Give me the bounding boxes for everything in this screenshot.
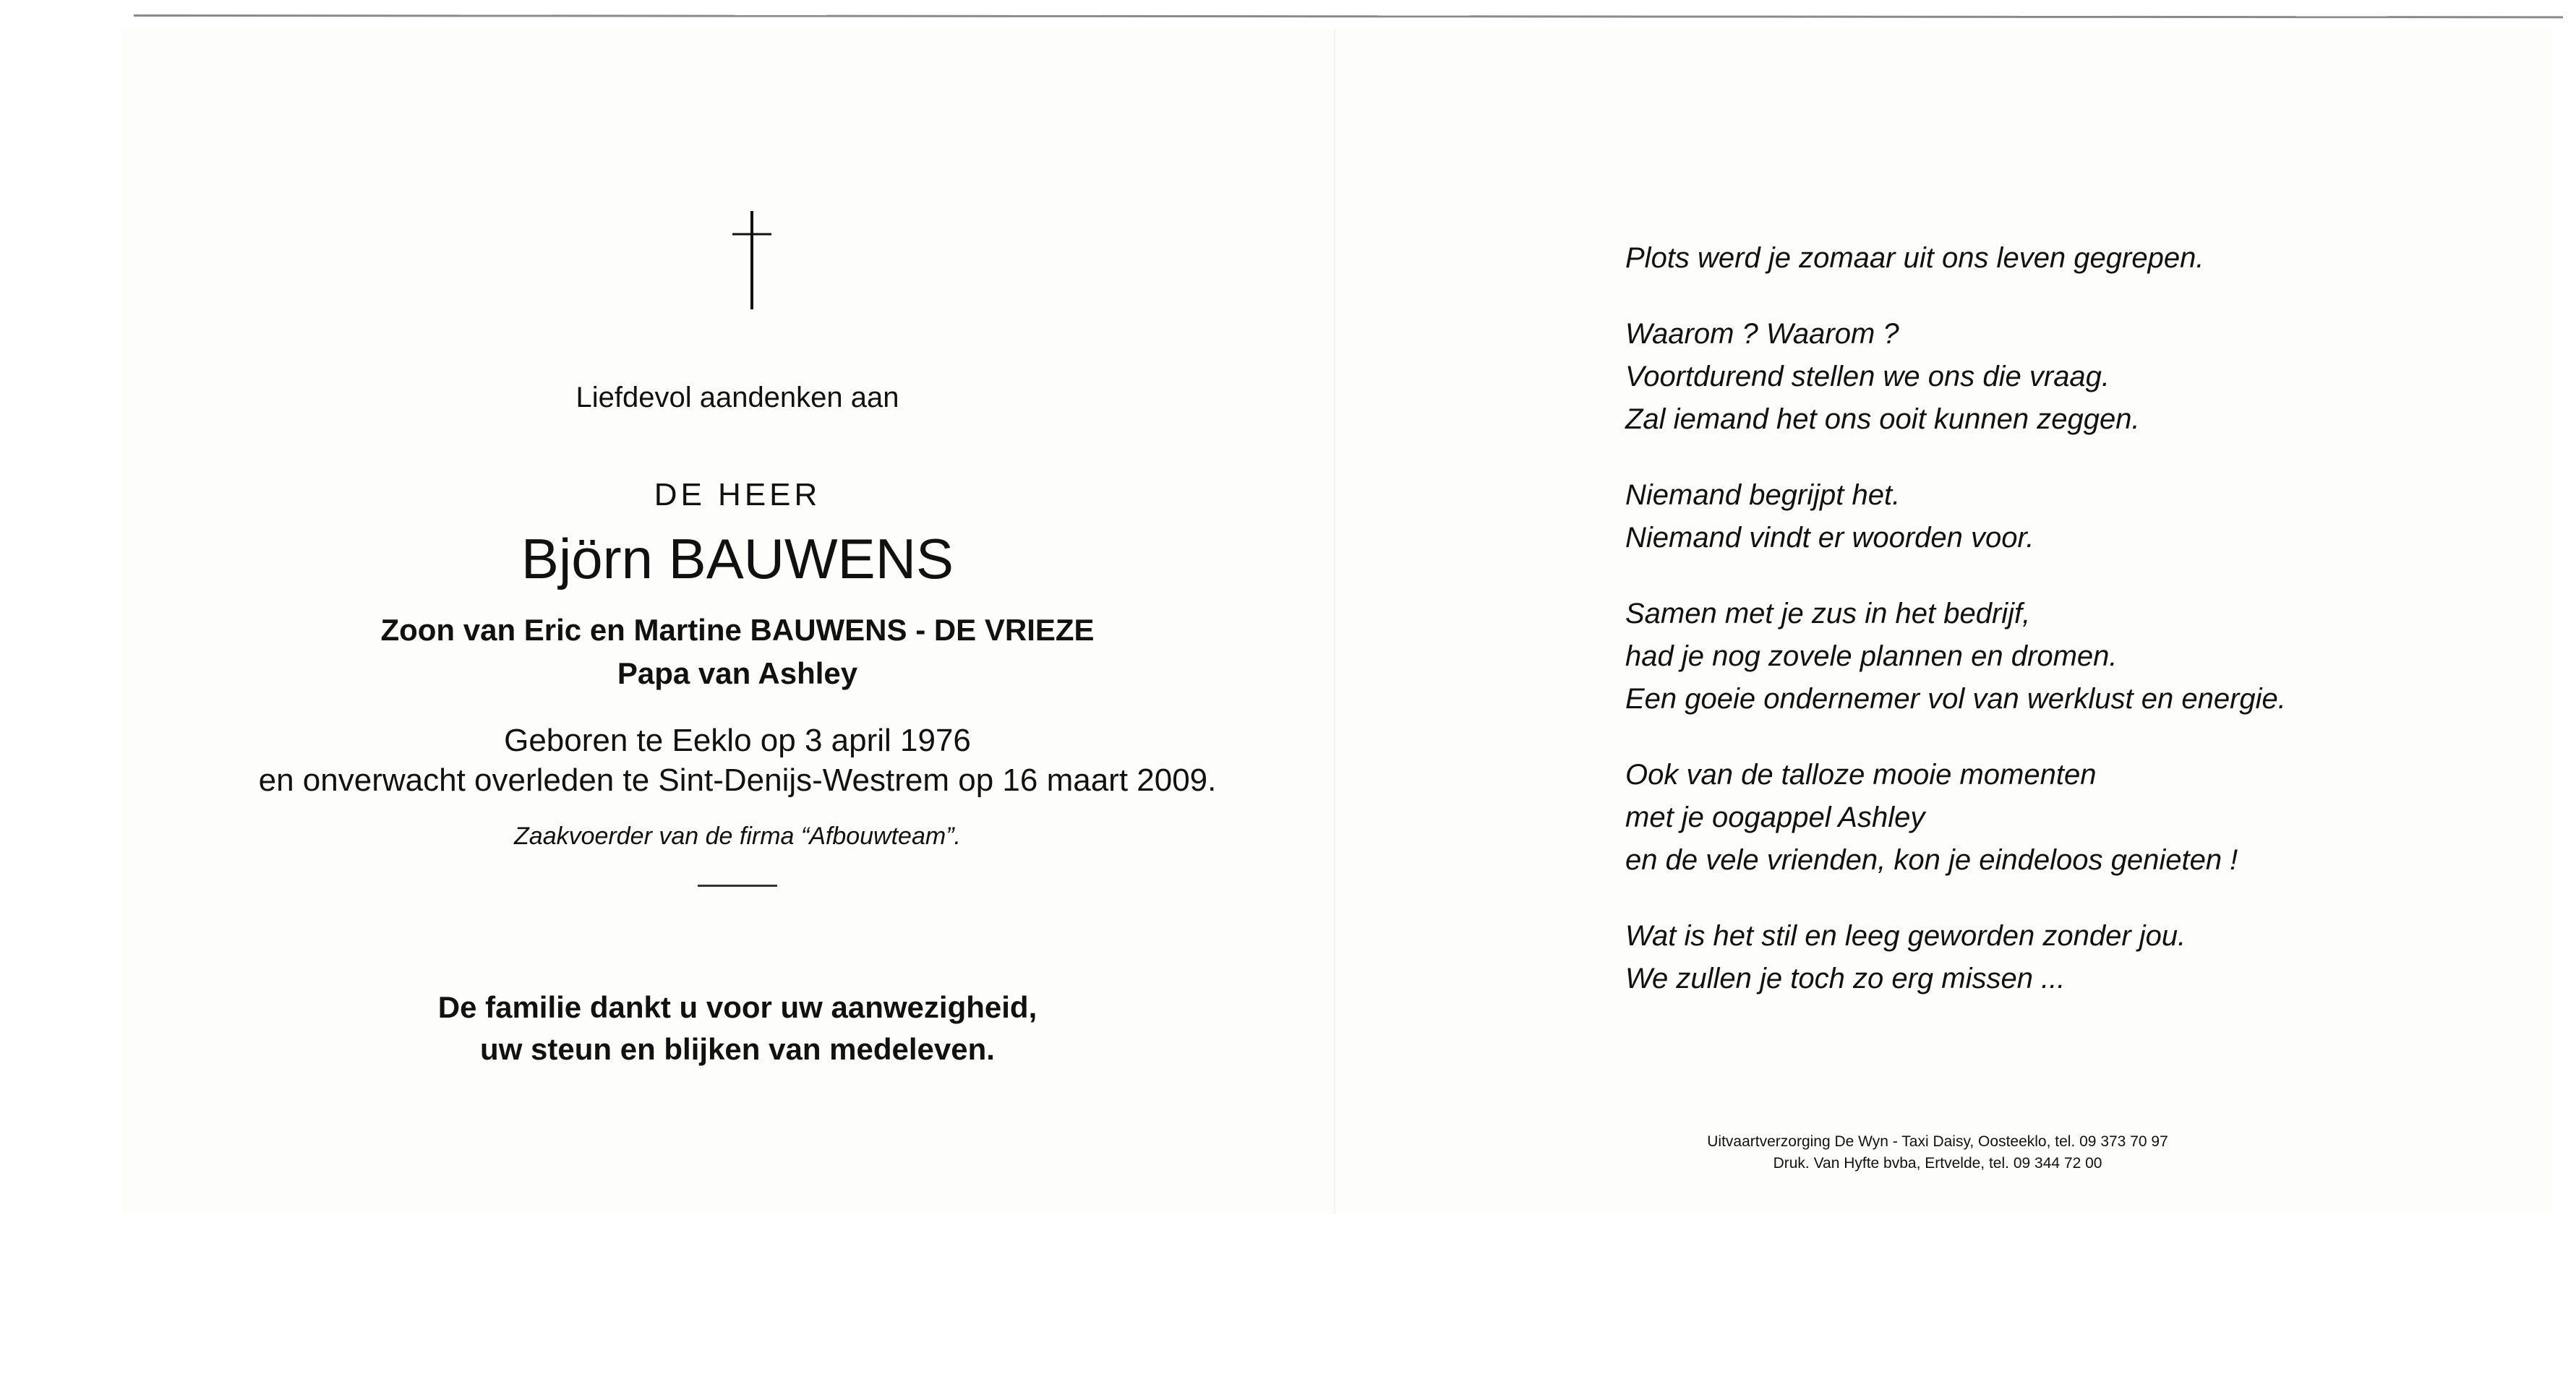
credits-line-1: Uitvaartverzorging De Wyn - Taxi Daisy, Oosteeklo, tel. 09 373 70 97 [1707,1133,2168,1150]
credits-line-2: Druk. Van Hyfte bvba, Ertvelde, tel. 09 344 72 00 [1773,1155,2102,1172]
child-line: Papa van Ashley [617,656,858,690]
divider [698,885,777,887]
poem-stanza [1625,593,2536,721]
death-line: en onverwacht overleden te Sint-Denijs-Westrem op 16 maart 2009. [258,762,1217,798]
poem-stanza [1625,754,2536,882]
poem-line: Waarom ? Waarom ? [1625,318,1899,350]
poem-line: Een goeie ondernemer vol van werklust en energie. [1625,683,2286,715]
poem-stanza [1625,313,2536,441]
poem-stanza [1625,474,2536,559]
intro-text: Liefdevol aandenken aan [575,382,899,413]
thanks-line-1: De familie dankt u voor uw aanwezigheid, [437,990,1037,1024]
poem-line: met je oogappel Ashley [1625,802,1925,833]
poem-line: Plots werd je zomaar uit ons leven gegrepen. [1625,242,2204,274]
honorific: DE HEER [654,477,821,512]
cross-icon [727,210,777,311]
poem-line: Zal iemand het ons ooit kunnen zeggen. [1625,403,2140,435]
parents-line: Zoon van Eric en Martine BAUWENS - DE VRIEZE [380,613,1095,647]
poem-line: Niemand vindt er woorden voor. [1625,522,2034,554]
deceased-name: Björn BAUWENS [521,527,954,590]
thanks-line-2: uw steun en blijken van medeleven. [480,1032,995,1066]
poem-line: Wat is het stil en leeg geworden zonder jou. [1625,920,2186,952]
poem-line: Ook van de talloze mooie momenten [1625,759,2097,791]
occupation-line: Zaakvoerder van de firma “Afbouwteam”. [514,822,961,850]
poem-line: Samen met je zus in het bedrijf, [1625,598,2031,630]
printer-credits [1591,1131,2285,1174]
birth-line: Geboren te Eeklo op 3 april 1976 [504,723,971,758]
poem-line: en de vele vrienden, kon je eindeloos genieten ! [1625,844,2238,876]
poem-line: had je nog zovele plannen en dromen. [1625,640,2118,672]
poem-line: We zullen je toch zo erg missen ... [1625,963,2066,994]
poem [1625,237,2536,1034]
poem-stanza [1625,237,2536,280]
left-panel [123,29,1352,1214]
scan-edge-line [134,14,2563,18]
poem-line: Voortdurend stellen we ons die vraag. [1625,361,2110,392]
poem-stanza [1625,915,2536,1000]
poem-line: Niemand begrijpt het. [1625,479,1901,511]
